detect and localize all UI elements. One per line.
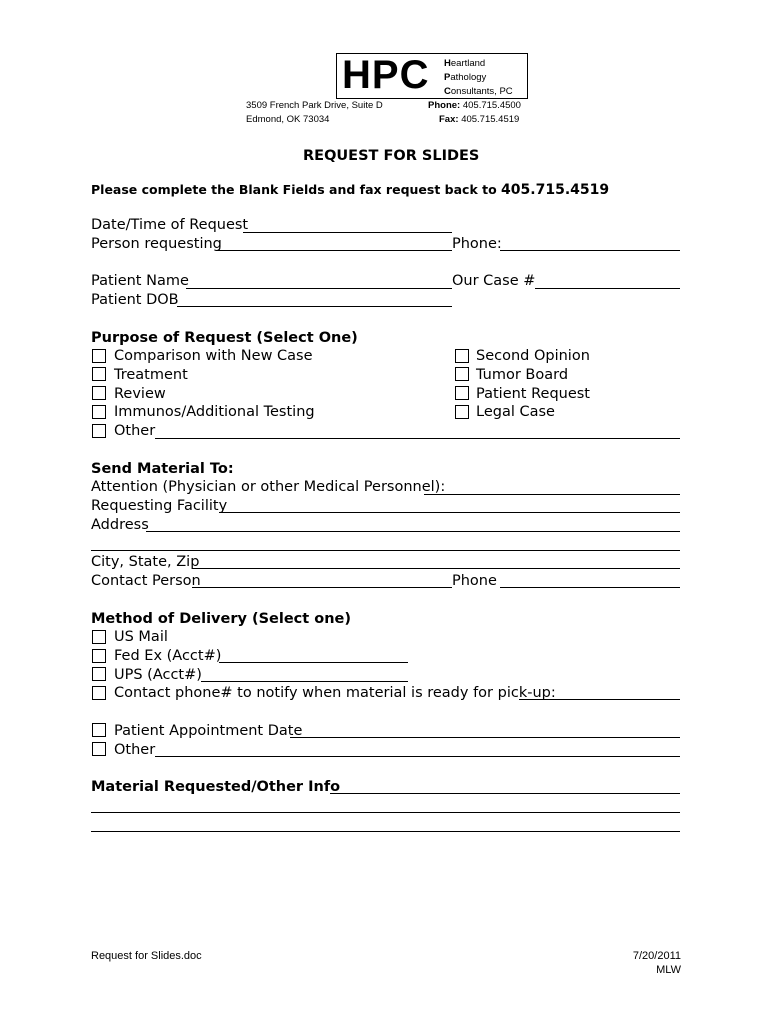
contact-phone-field[interactable]: [500, 587, 680, 588]
contact-person-field[interactable]: [192, 587, 452, 588]
purpose-tumor-board-label: Tumor Board: [476, 367, 569, 383]
footer-date: 7/20/2011: [632, 950, 681, 962]
appointment-field[interactable]: [290, 737, 680, 738]
logo-frame-right: [527, 53, 528, 98]
logo-hpc: HPC: [342, 53, 430, 97]
contact-phone-pickup-field[interactable]: [519, 699, 680, 700]
checkbox-patient-request[interactable]: [455, 386, 469, 400]
purpose-immunos-label: Immunos/Additional Testing: [114, 404, 315, 420]
checkbox-delivery-other[interactable]: [92, 742, 106, 756]
instruction: Please complete the Blank Fields and fax request back to 405.715.4519: [91, 182, 610, 198]
facility-label: Requesting Facility: [91, 498, 228, 514]
page-title: REQUEST FOR SLIDES: [303, 148, 480, 164]
phone-field[interactable]: [500, 250, 680, 251]
material-field-3[interactable]: [91, 831, 680, 832]
our-case-label: Our Case #: [452, 273, 536, 289]
company-name: Heartland Pathology Consultants, PC: [444, 58, 513, 97]
purpose-other-field[interactable]: [155, 438, 680, 439]
datetime-field[interactable]: [243, 232, 452, 233]
checkbox-us-mail[interactable]: [92, 630, 106, 644]
checkbox-review[interactable]: [92, 386, 106, 400]
address-field[interactable]: [146, 531, 680, 532]
footer-filename: Request for Slides.doc: [91, 950, 202, 962]
checkbox-comparison[interactable]: [92, 349, 106, 363]
checkbox-contact-phone[interactable]: [92, 686, 106, 700]
checkbox-appointment[interactable]: [92, 723, 106, 737]
city-field[interactable]: [192, 568, 680, 569]
purpose-review-label: Review: [114, 386, 166, 402]
patient-dob-label: Patient DOB: [91, 292, 179, 308]
facility-field[interactable]: [219, 512, 680, 513]
phone-line: Phone: 405.715.4500: [428, 100, 521, 111]
purpose-other-label: Other: [114, 423, 156, 439]
city-label: City, State, Zip: [91, 554, 200, 570]
us-mail-label: US Mail: [114, 629, 168, 645]
material-field-1[interactable]: [330, 793, 680, 794]
our-case-field[interactable]: [535, 288, 680, 289]
patient-dob-field[interactable]: [177, 306, 452, 307]
phone-label: Phone:: [452, 236, 502, 252]
address-field-2[interactable]: [91, 550, 680, 551]
contact-phone-label: Phone: [452, 573, 497, 589]
checkbox-fedex[interactable]: [92, 649, 106, 663]
ups-acct-field[interactable]: [201, 681, 408, 682]
fax-line: Fax: 405.715.4519: [439, 114, 520, 125]
attention-label: Attention (Physician or other Medical Personnel):: [91, 479, 446, 495]
purpose-comparison-label: Comparison with New Case: [114, 348, 313, 364]
fedex-acct-field[interactable]: [219, 662, 408, 663]
logo-frame-bottom: [336, 98, 528, 99]
contact-person-label: Contact Person: [91, 573, 201, 589]
purpose-heading: Purpose of Request (Select One): [91, 330, 358, 346]
checkbox-tumor-board[interactable]: [455, 367, 469, 381]
purpose-treatment-label: Treatment: [114, 367, 188, 383]
appointment-label: Patient Appointment Date: [114, 723, 303, 739]
footer-initials: MLW: [656, 964, 681, 976]
address-label: Address: [91, 517, 149, 533]
address-line-2: Edmond, OK 73034: [246, 114, 330, 125]
contact-phone-pickup-label: Contact phone# to notify when material is ready for pick-up:: [114, 685, 556, 701]
delivery-other-label: Other: [114, 742, 156, 758]
fedex-label: Fed Ex (Acct#): [114, 648, 222, 664]
delivery-other-field[interactable]: [155, 756, 680, 757]
checkbox-second-opinion[interactable]: [455, 349, 469, 363]
purpose-second-opinion-label: Second Opinion: [476, 348, 590, 364]
attention-field[interactable]: [424, 494, 680, 495]
purpose-patient-request-label: Patient Request: [476, 386, 590, 402]
patient-name-label: Patient Name: [91, 273, 189, 289]
material-field-2[interactable]: [91, 812, 680, 813]
send-heading: Send Material To:: [91, 461, 234, 477]
checkbox-ups[interactable]: [92, 667, 106, 681]
ups-label: UPS (Acct#): [114, 667, 202, 683]
delivery-heading: Method of Delivery (Select one): [91, 611, 352, 627]
checkbox-legal-case[interactable]: [455, 405, 469, 419]
patient-name-field[interactable]: [186, 288, 452, 289]
checkbox-immunos[interactable]: [92, 405, 106, 419]
material-heading: Material Requested/Other Info: [91, 779, 341, 795]
person-requesting-label: Person requesting: [91, 236, 222, 252]
purpose-legal-case-label: Legal Case: [476, 404, 555, 420]
person-requesting-field[interactable]: [216, 250, 452, 251]
checkbox-purpose-other[interactable]: [92, 424, 106, 438]
checkbox-treatment[interactable]: [92, 367, 106, 381]
datetime-label: Date/Time of Request: [91, 217, 249, 233]
address-line-1: 3509 French Park Drive, Suite D: [246, 100, 383, 111]
